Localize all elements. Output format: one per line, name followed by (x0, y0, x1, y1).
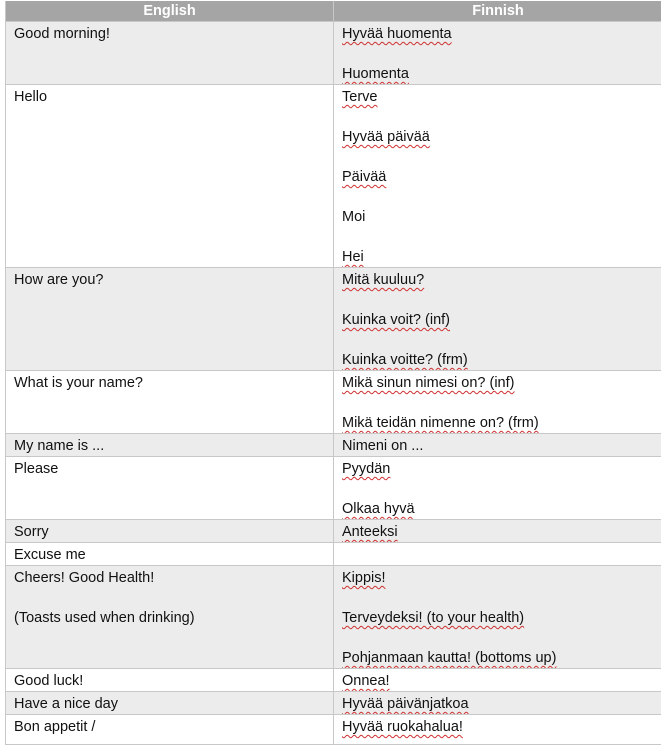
english-cell (6, 268, 334, 371)
table-row (6, 692, 661, 715)
finnish-phrase: Päivää (342, 167, 654, 187)
finnish-phrase: Kuinka voit? (inf) (342, 310, 654, 330)
english-phrase: Bon appetit / (14, 717, 325, 737)
english-phrase: Hello (14, 87, 325, 107)
finnish-cell (334, 457, 661, 520)
finnish-cell (334, 434, 661, 457)
header-row (6, 1, 661, 22)
finnish-phrase: Terveydeksi! (to your health) (342, 608, 654, 628)
finnish-phrase: Hei (342, 247, 654, 267)
finnish-cell (334, 692, 661, 715)
english-phrase: My name is ... (14, 436, 325, 456)
finnish-phrase: Olkaa hyvä (342, 499, 654, 519)
finnish-phrase: Anteeksi (342, 522, 654, 542)
header-english: English (6, 1, 334, 22)
english-phrase: Good morning! (14, 24, 325, 44)
english-cell (6, 669, 334, 692)
english-cell (6, 371, 334, 434)
table-row (6, 520, 661, 543)
table-row (6, 543, 661, 566)
english-phrase: Sorry (14, 522, 325, 542)
finnish-cell (334, 543, 661, 566)
finnish-phrase: Mikä teidän nimenne on? (frm) (342, 413, 654, 433)
finnish-phrase: Mikä sinun nimesi on? (inf) (342, 373, 654, 393)
table-row (6, 268, 661, 371)
finnish-phrase: Pyydän (342, 459, 654, 479)
finnish-cell (334, 85, 661, 268)
english-cell (6, 543, 334, 566)
english-phrase: Excuse me (14, 545, 325, 565)
finnish-cell (334, 268, 661, 371)
finnish-phrase: Hyvää päivänjatkoa (342, 694, 654, 714)
finnish-phrase: Onnea! (342, 671, 654, 691)
table-row (6, 457, 661, 520)
english-cell (6, 457, 334, 520)
finnish-phrase: Nimeni on ... (342, 436, 654, 456)
finnish-phrase: Kuinka voitte? (frm) (342, 350, 654, 370)
english-phrase: What is your name? (14, 373, 325, 393)
english-phrase: Have a nice day (14, 694, 325, 714)
finnish-cell (334, 22, 661, 85)
table-row (6, 371, 661, 434)
english-cell (6, 434, 334, 457)
finnish-cell (334, 371, 661, 434)
table-row (6, 669, 661, 692)
english-cell (6, 22, 334, 85)
finnish-phrase: Hyvää ruokahalua! (342, 717, 654, 737)
table-row (6, 22, 661, 85)
phrase-table (5, 1, 661, 745)
english-phrase: Cheers! Good Health! (14, 568, 325, 588)
table-row (6, 85, 661, 268)
english-cell (6, 692, 334, 715)
table-row (6, 566, 661, 669)
english-phrase: (Toasts used when drinking) (14, 608, 325, 628)
table-row (6, 434, 661, 457)
header-finnish: Finnish (334, 1, 661, 22)
finnish-cell (334, 669, 661, 692)
finnish-phrase: Hyvää päivää (342, 127, 654, 147)
finnish-phrase: Terve (342, 87, 654, 107)
english-phrase: How are you? (14, 270, 325, 290)
finnish-phrase: Hyvää huomenta (342, 24, 654, 44)
finnish-phrase: Pohjanmaan kautta! (bottoms up) (342, 648, 654, 668)
finnish-phrase: Moi (342, 207, 654, 227)
finnish-phrase: Huomenta (342, 64, 654, 84)
finnish-cell (334, 520, 661, 543)
english-cell (6, 566, 334, 669)
english-cell (6, 520, 334, 543)
english-cell (6, 85, 334, 268)
finnish-cell (334, 566, 661, 669)
finnish-phrase: Kippis! (342, 568, 654, 588)
finnish-phrase: Mitä kuuluu? (342, 270, 654, 290)
english-phrase: Please (14, 459, 325, 479)
english-phrase: Good luck! (14, 671, 325, 691)
